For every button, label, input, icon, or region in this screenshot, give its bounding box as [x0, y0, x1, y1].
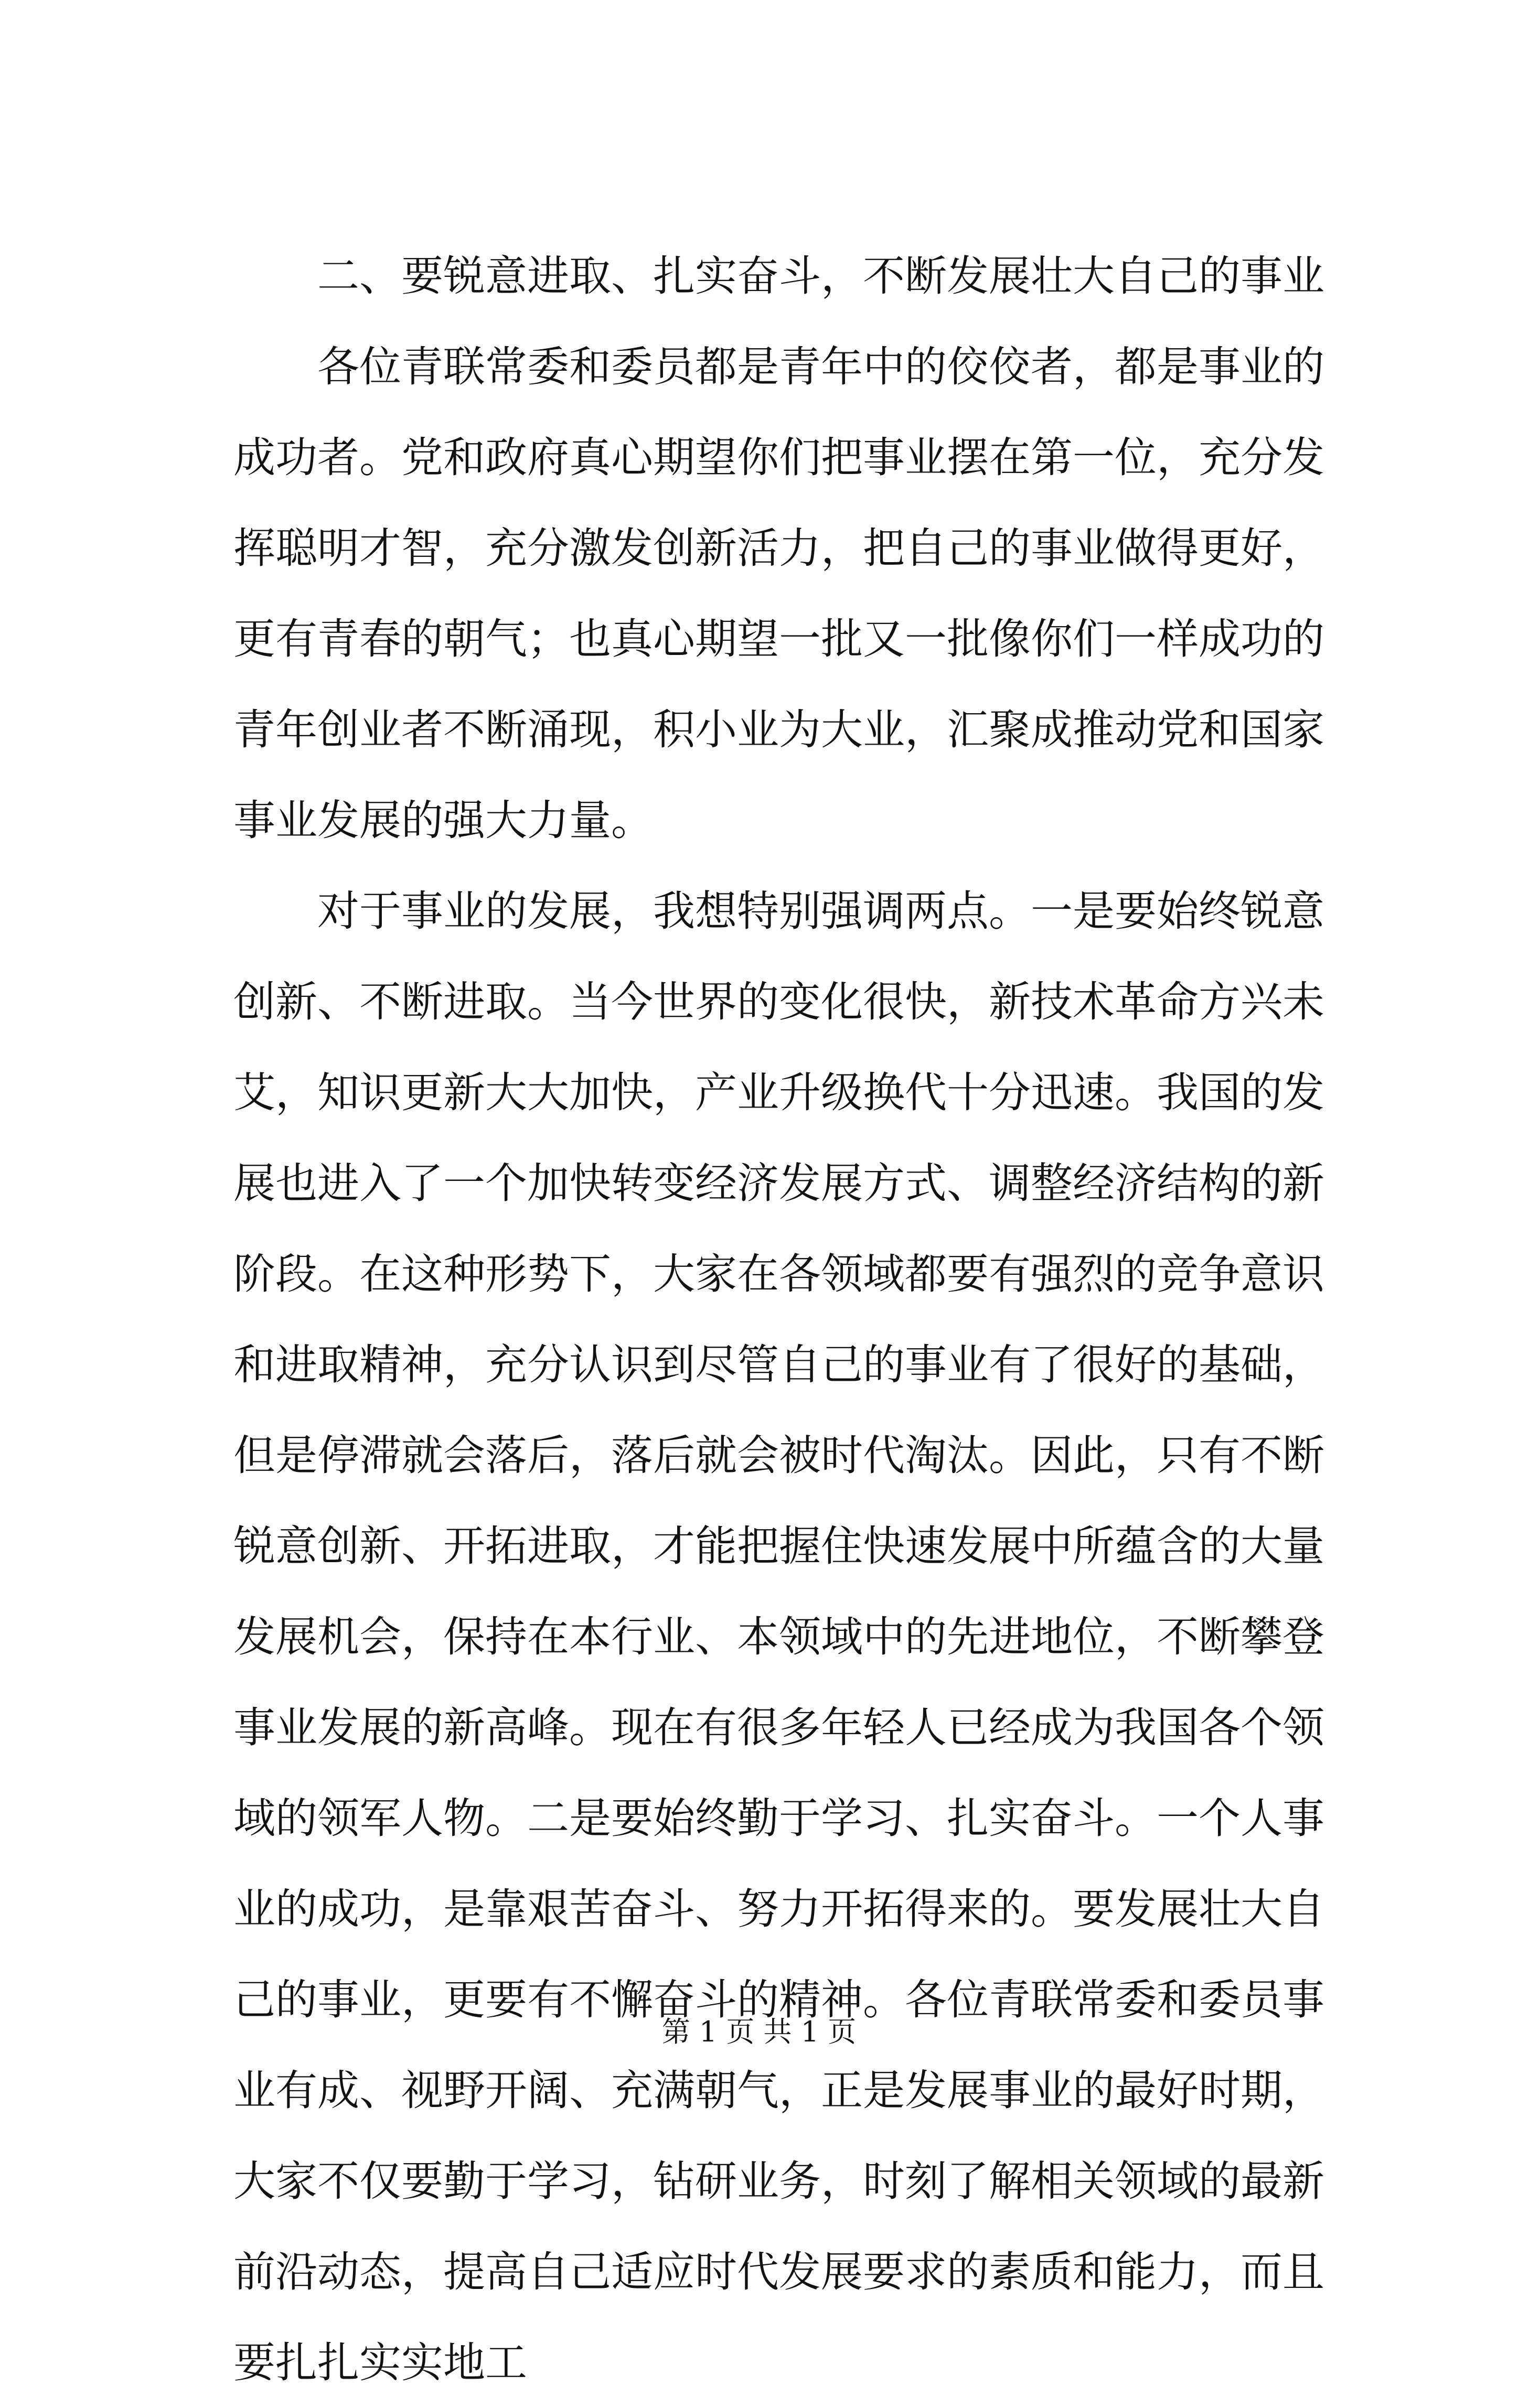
paragraph: 对于事业的发展，我想特别强调两点。一是要始终锐意创新、不断进取。当今世界的变化很快，新技术革命方兴未艾，知识更新大大加快，产业升级换代十分迅速。我国的发展也进入了一个加快转变经济发展方式、调整经济结构的新阶段。在这种形势下，大家在各领域都要有强烈的竞争意识和进取精神，充分认识到尽管自己的事业有了很好的基础，但是停滞就会落后，落后就会被时代淘汰。因此，只有不断锐意创新、开拓进取，才能把握住快速发展中所蕴含的大量发展机会，保持在本行业、本领域中的先进地位，不断攀登事业发展的新高峰。现在有很多年轻人已经成为我国各个领域的领军人物。二是要始终勤于学习、扎实奋斗。一个人事业的成功，是靠艰苦奋斗、努力开拓得来的。要发展壮大自己的事业，更要有不懈奋斗的精神。各位青联常委和委员事业有成、视野开阔、充满朝气，正是发展事业的最好时期，大家不仅要勤于学习，钻研业务，时刻了解相关领域的最新前沿动态，提高自己适应时代发展要求的素质和能力，而且要扎扎实实地工: [233, 887, 1324, 2387]
section-heading: 二、要锐意进取、扎实奋斗，不断发展壮大自己的事业: [317, 252, 1324, 300]
paragraph: 各位青联常委和委员都是青年中的佼佼者，都是事业的成功者。党和政府真心期望你们把事业摆在第一位，充分发挥聪明才智，充分激发创新活力，把自己的事业做得更好，更有青春的朝气；也真心期望一批又一批像你们一样成功的青年创业者不断涌现，积小业为大业，汇聚成推动党和国家事业发展的强大力量。: [233, 342, 1324, 845]
page-footer: 第 1 页 共 1 页: [661, 2015, 857, 2048]
document-body: [233, 231, 1324, 2408]
